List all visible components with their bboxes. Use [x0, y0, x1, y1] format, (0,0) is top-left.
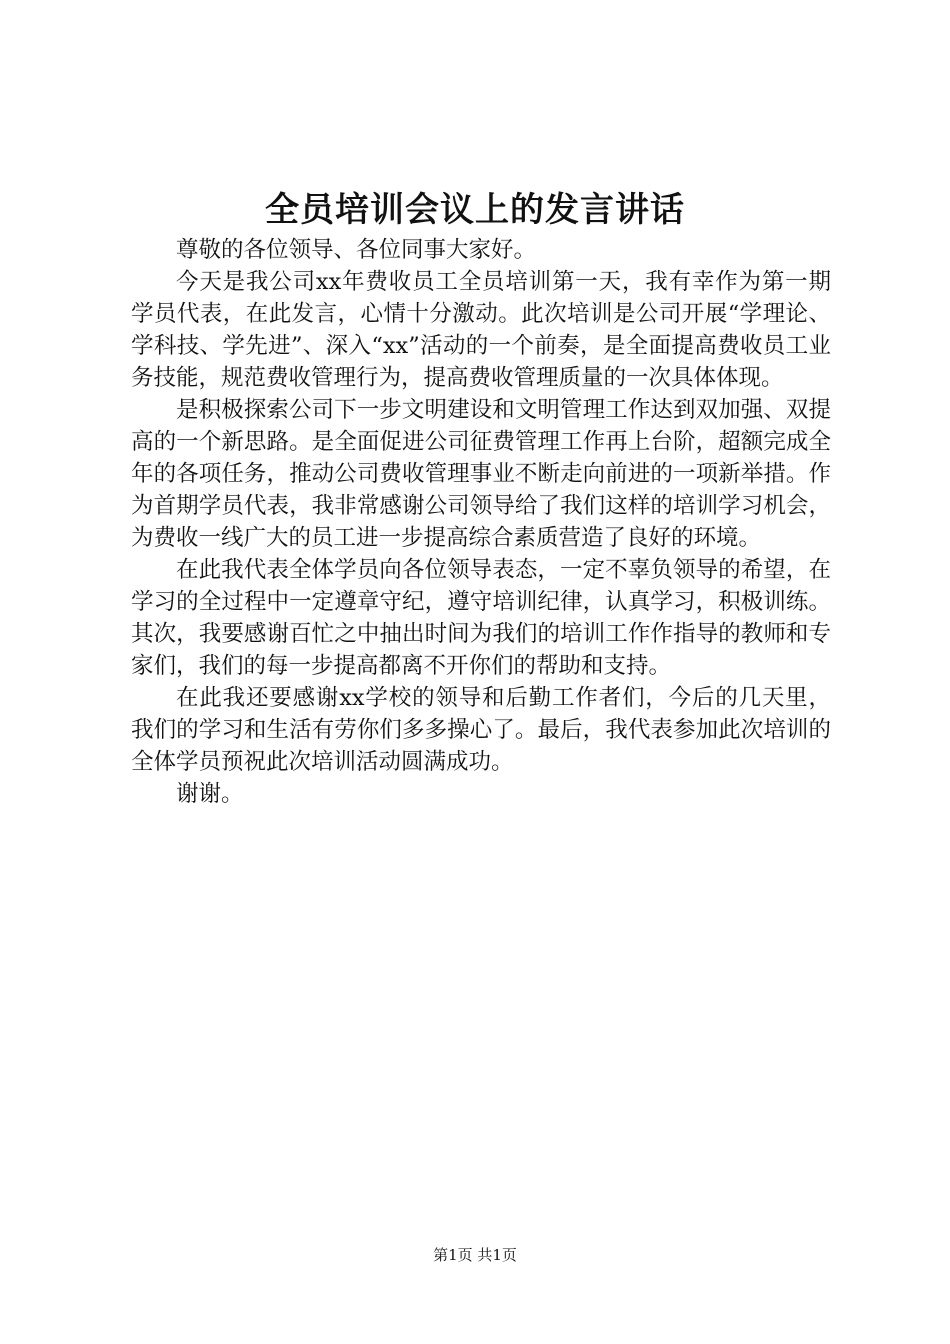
paragraph-3: 在此我代表全体学员向各位领导表态，一定不辜负领导的希望，在学习的全过程中一定遵章守纪，遵守培训纪律，认真学习，积极训练。其次，我要感谢百忙之中抽出时间为我们的培训工作作指导的教师和专家们，我们的每一步提高都离不开你们的帮助和支持。	[131, 557, 831, 679]
document-body	[131, 234, 831, 810]
page-footer: 第1页 共1页	[433, 1246, 517, 1264]
paragraph-2: 是积极探索公司下一步文明建设和文明管理工作达到双加强、双提高的一个新思路。是全面促进公司征费管理工作再上台阶，超额完成全年的各项任务，推动公司费收管理事业不断走向前进的一项新举措。作为首期学员代表，我非常感谢公司领导给了我们这样的培训学习机会，为费收一线广大的员工进一步提高综合素质营造了良好的环境。	[131, 397, 831, 551]
paragraph-greeting: 尊敬的各位领导、各位同事大家好。	[176, 237, 537, 263]
paragraph-4: 在此我还要感谢xx学校的领导和后勤工作者们，今后的几天里，我们的学习和生活有劳你们多多操心了。最后，我代表参加此次培训的全体学员预祝此次培训活动圆满成功。	[131, 685, 831, 775]
document-title: 全员培训会议上的发言讲话	[265, 190, 685, 230]
paragraph-1: 今天是我公司xx年费收员工全员培训第一天，我有幸作为第一期学员代表，在此发言，心情十分激动。此次培训是公司开展“学理论、学科技、学先进”、深入“xx”活动的一个前奏，是全面提高费收员工业务技能，规范费收管理行为，提高费收管理质量的一次具体体现。	[131, 269, 831, 391]
paragraph-closing: 谢谢。	[176, 781, 244, 807]
